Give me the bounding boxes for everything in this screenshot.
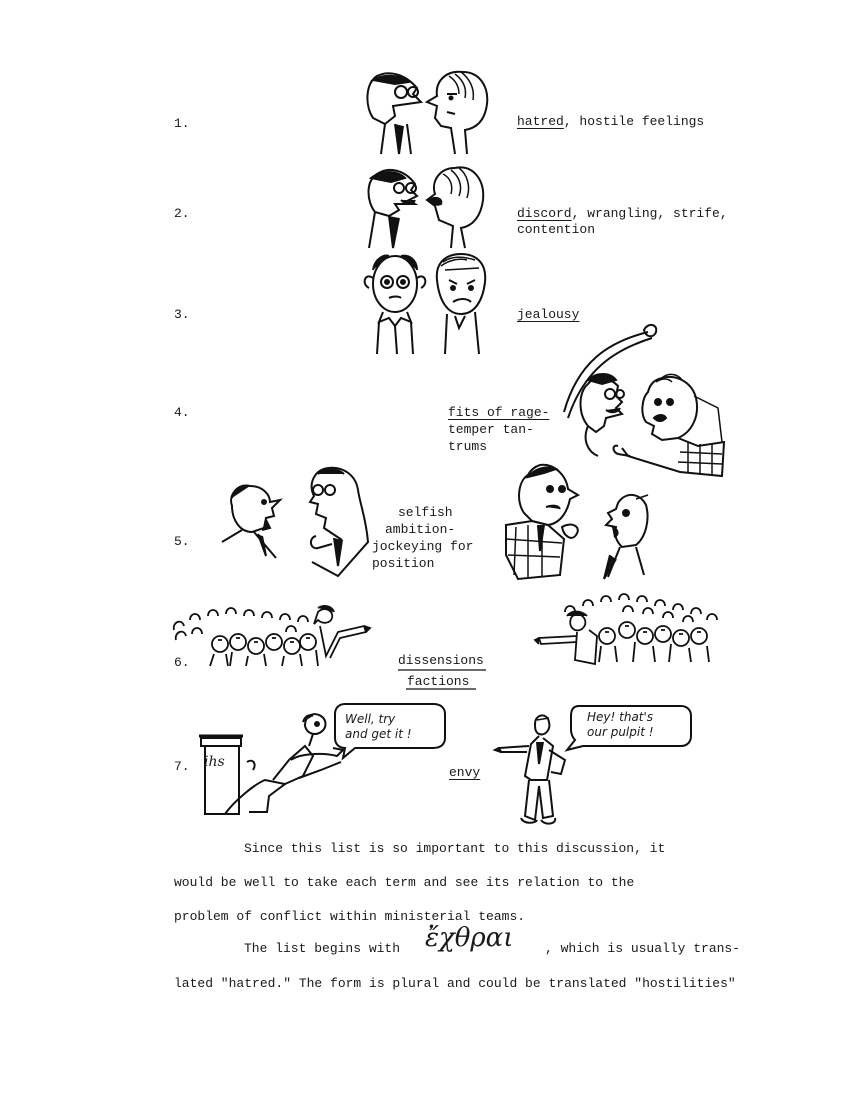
speech-bubble-right-line1: Hey! that's bbox=[587, 710, 654, 724]
caption-item-6-underlines bbox=[396, 0, 486, 695]
caption-item-4-line3: trums bbox=[448, 439, 488, 454]
paragraph-line-5: lated "hatred." The form is plural and could be translated "hostilities" bbox=[174, 976, 736, 991]
item-number-5: 5. bbox=[174, 534, 190, 549]
item-number-6: 6. bbox=[174, 655, 190, 670]
cartoon-ambition-left-illustration bbox=[218, 458, 378, 578]
item-number-3: 3. bbox=[174, 307, 190, 322]
caption-item-6-line2: factions bbox=[407, 674, 470, 689]
caption-item-6-line1: dissensions bbox=[398, 653, 484, 668]
greek-word: ἔχθραι bbox=[425, 923, 514, 953]
caption-item-1-underlined: hatred bbox=[517, 114, 564, 129]
caption-item-5-line3: jockeying for bbox=[372, 539, 474, 554]
caption-item-4-underlined: fits of rage- bbox=[448, 405, 550, 420]
caption-item-2 bbox=[517, 206, 728, 222]
pulpit-label: ihs bbox=[204, 754, 225, 770]
paragraph-line-2: would be well to take each term and see its relation to the bbox=[174, 875, 635, 890]
speech-bubble-left-line2: and get it ! bbox=[345, 727, 412, 741]
speech-bubble-right-line2: our pulpit ! bbox=[587, 725, 654, 739]
paragraph-line-4-start: The list begins with bbox=[244, 941, 401, 956]
item-number-2: 2. bbox=[174, 206, 190, 221]
speech-bubble-right bbox=[587, 710, 654, 740]
caption-item-7: envy bbox=[449, 765, 481, 780]
paragraph-line-4-end: , which is usually trans- bbox=[545, 941, 741, 956]
cartoon-faction-left-illustration bbox=[168, 598, 373, 670]
caption-item-5-line4: position bbox=[372, 556, 435, 571]
caption-item-5-line1: selfish bbox=[398, 505, 453, 520]
cartoon-faction-right-illustration bbox=[535, 590, 720, 670]
caption-item-1-rest: , hostile feelings bbox=[563, 114, 705, 129]
caption-item-2-rest: , wrangling, strife, bbox=[571, 206, 728, 221]
caption-item-3: jealousy bbox=[517, 307, 580, 322]
cartoon-ambition-right-illustration bbox=[498, 455, 668, 585]
caption-item-1 bbox=[517, 114, 704, 130]
item-number-7: 7. bbox=[174, 759, 190, 774]
speech-bubble-left-line1: Well, try bbox=[345, 712, 396, 726]
cartoon-envy-left-illustration bbox=[195, 700, 455, 820]
item-number-1: 1. bbox=[174, 116, 190, 131]
caption-item-5-line2: ambition- bbox=[385, 522, 456, 537]
caption-item-4-line2: temper tan- bbox=[448, 422, 534, 437]
caption-item-2-underlined: discord bbox=[517, 206, 572, 221]
speech-bubble-left bbox=[345, 712, 412, 742]
caption-item-2-line2: contention bbox=[517, 222, 596, 237]
paragraph-line-1: Since this list is so important to this discussion, it bbox=[244, 841, 666, 856]
item-number-4: 4. bbox=[174, 405, 190, 420]
paragraph-line-3: problem of conflict within ministerial teams. bbox=[174, 909, 526, 924]
